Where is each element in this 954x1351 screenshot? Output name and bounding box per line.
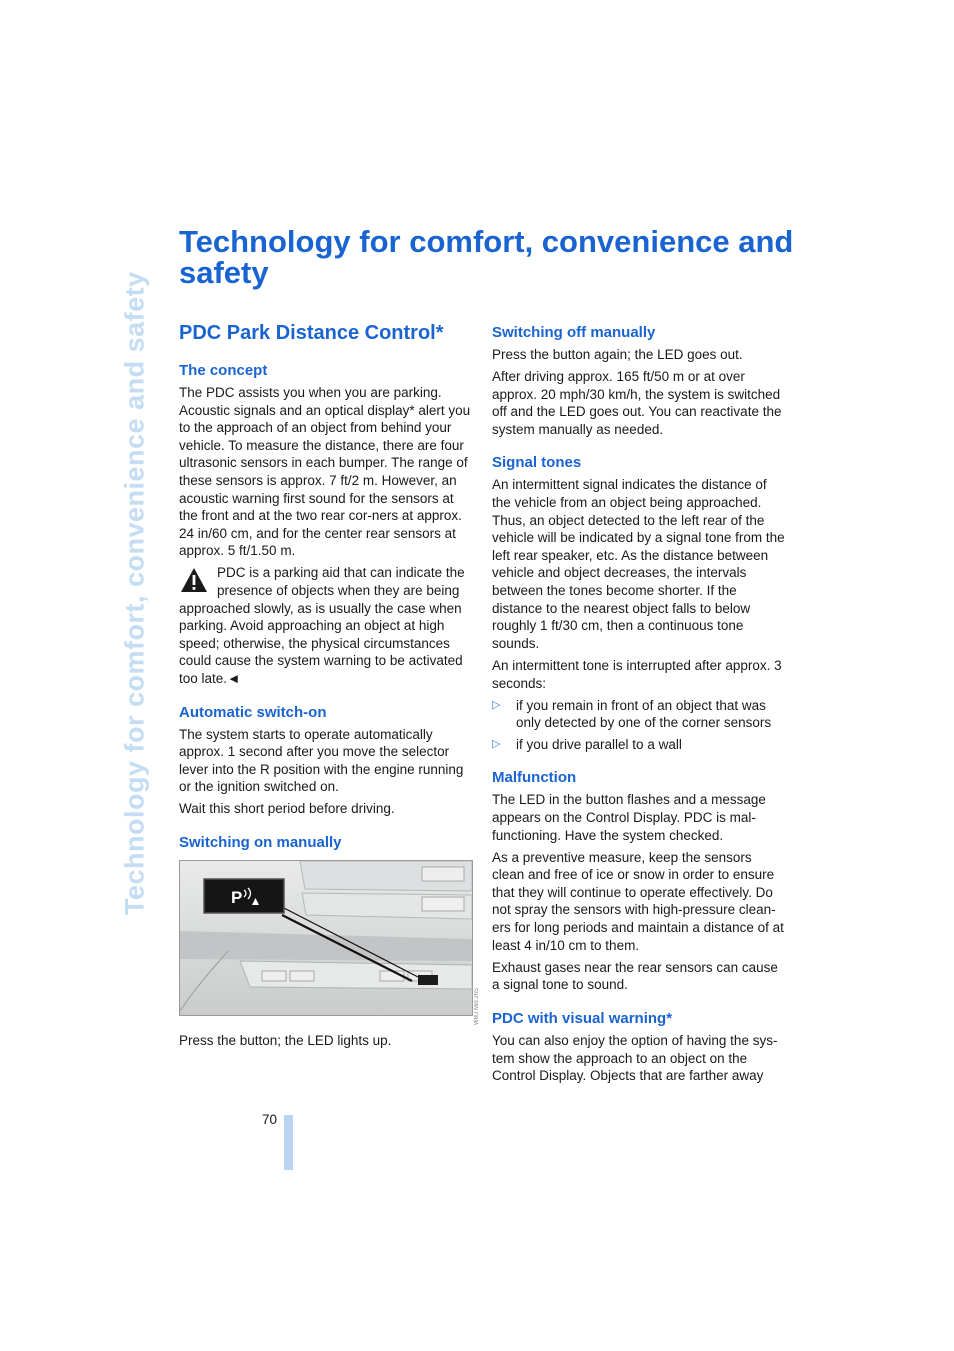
warning-triangle-icon [179, 566, 209, 594]
manual-off-p2: After driving approx. 165 ft/50 m or at over approx. 20 mph/30 km/h, the system is switched off and the LED goes out. You can reactivate the system manually as needed. [492, 369, 782, 437]
chapter-title: Technology for comfort, convenience and safety [179, 224, 794, 290]
auto-switch-on-section [179, 704, 473, 818]
warning-note [179, 564, 473, 687]
arrow-bullet-icon: ▷ [492, 698, 501, 711]
pdc-button-figure [179, 860, 473, 1016]
left-column [179, 322, 473, 1054]
malfunction-heading: Malfunction [492, 769, 577, 787]
section-title: PDC Park Distance Control* [179, 322, 444, 344]
malfunction-section [492, 769, 786, 994]
signal-tones-p2: An intermittent tone is interrupted after approx. 3 seconds: [492, 657, 782, 691]
concept-heading: The concept [179, 362, 268, 379]
visual-warning-section [492, 1010, 786, 1085]
malfunction-p1: The LED in the button flashes and a message appears on the Control Display. PDC is mal-functioning. Have the system checked. [492, 792, 766, 843]
concept-section [179, 362, 473, 688]
pdc-button-label: P [231, 888, 243, 908]
malfunction-p3: Exhaust gases near the rear sensors can cause a signal tone to sound. [492, 959, 778, 993]
console-illustration [180, 861, 472, 1015]
visual-warning-heading: PDC with visual warning* [492, 1009, 673, 1027]
auto-switch-on-paragraph: The system starts to operate automatically approx. 1 second after you move the selector lever into the R position with the engine running or the ignition switched on. [179, 726, 464, 795]
manual-off-heading: Switching off manually [492, 324, 656, 341]
page-number: 70 [262, 1112, 278, 1127]
list-item: ▷ if you drive parallel to a wall [492, 736, 682, 752]
page-marker-bar [284, 1115, 293, 1170]
arrow-bullet-icon: ▷ [492, 737, 501, 750]
figure-code: W8U Mid 2hS [474, 987, 480, 1025]
concept-paragraph: The PDC assists you when you are parking. Acoustic signals and an optical display* alert you to the approach of an object from behind your vehicle. To measure the distance, there are four ultrasonic sensors in each bumper. The range of these sensors is approx. 7 ft/2 m. However, an acoustic warning first sound for the sensors at the front and at the two rear cor-ners at approx. 24 in/60 cm, and for the center rear sensors at approx. 5 ft/1.50 m. [179, 385, 471, 559]
malfunction-p2: As a preventive measure, keep the sensors clean and free of ice or snow in order to ensure that they will continue to operate effectively. Do not spray the sensors with high-pressure clean-ers for long periods and maintain a distance of at least 4 in/10 cm to them. [492, 849, 784, 953]
manual-on-caption: Press the button; the LED lights up. [179, 1033, 392, 1049]
signal-tones-section [492, 454, 786, 753]
signal-tones-heading: Signal tones [492, 454, 582, 472]
signal-tones-list [492, 697, 786, 754]
manual-on-heading: Switching on manually [179, 834, 342, 852]
signal-tones-p1: An intermittent signal indicates the distance of the vehicle from an object being approached. Thus, an object detected to the left rear of the vehicle will be indicated by a signal tone from the left rear speaker, etc. As the distance between vehicle and object decreases, the intervals between the tones become shorter. If the distance to the nearest object falls to below roughly 1 ft/30 cm, then a continuous tone sounds. [492, 477, 785, 651]
visual-warning-p1: You can also enjoy the option of having the sys-tem show the approach to an object on the Control Display. Objects that are farther away [492, 1032, 778, 1084]
manual-off-p1: Press the button again; the LED goes out. [492, 347, 743, 362]
manual-off-section [492, 324, 786, 438]
list-item: ▷ if you remain in front of an object that was only detected by one of the corner sensors [492, 697, 772, 731]
warning-text: PDC is a parking aid that can indicate the presence of objects when they are being approached slowly, as is usually the case when parking. Avoid approaching an object at high speed; otherwise, the physical circumstances could cause the system warning to be activated too late.◄ [179, 565, 465, 686]
manual-on-section [179, 834, 473, 1050]
side-chapter-title: Technology for comfort, convenience and safety [119, 271, 150, 915]
auto-switch-on-note: Wait this short period before driving. [179, 801, 395, 817]
auto-switch-on-heading: Automatic switch-on [179, 703, 327, 721]
right-column [492, 324, 786, 1089]
